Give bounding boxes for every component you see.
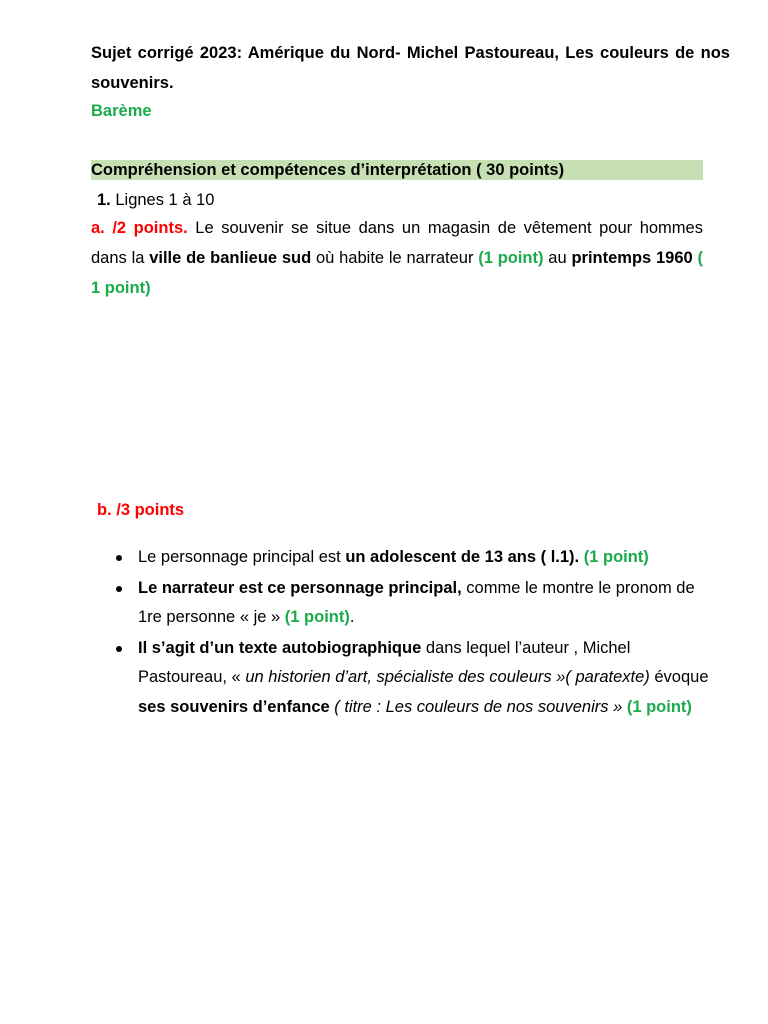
question-b-heading: b. /3 points [97,501,185,519]
bullet-point: (1 point) [284,608,350,626]
question-a-text: où habite le narrateur [311,249,479,267]
question-1-label: Lignes 1 à 10 [110,191,215,209]
bullet-text: évoque [649,668,709,686]
bullet-icon [116,646,122,652]
bullet-text: comme le montre le pronom de 1re personne « je » [138,578,695,626]
question-a-label: a. /2 points. [91,219,188,237]
bullet-text: dans lequel l’auteur , Michel Pastoureau, « [138,638,631,686]
question-1-number: 1. [97,191,111,209]
bullet-point: (1 point) [583,548,649,566]
bullet-keyword: Il s’agit d’un texte autobiographique [138,638,422,657]
bullet-keyword: Le narrateur est ce personnage principal, [138,578,462,597]
bullet-point: (1 point) [626,697,692,716]
document-title: Sujet corrigé 2023: Amérique du Nord- Michel Pastoureau, Les couleurs de nos souvenirs. [91,44,730,92]
bullet-text: . [349,608,355,626]
bullet-keyword: ses souvenirs d’enfance [138,697,330,716]
question-a-text: Le souvenir se situe dans un magasin de vêtement pour hommes dans la [91,219,703,267]
bullet-quote: un historien d’art, spécialiste des couleurs »( paratexte) [245,668,650,686]
bullet-icon [116,586,122,592]
question-b-list [112,543,712,723]
bullet-text: Le personnage principal est [138,548,346,566]
question-a-keyword: ville de banlieue sud [149,249,312,267]
bullet-quote: ( titre : Les couleurs de nos souvenirs » [334,697,623,716]
question-a-keyword: printemps 1960 [571,249,693,267]
question-a-point: (1 point) [478,249,544,267]
list-item [112,634,712,723]
question-a-text: au [543,249,572,267]
list-item [112,543,712,573]
question-a-point: ( 1 point) [91,249,704,297]
bullet-keyword: un adolescent de 13 ans ( l.1). [345,548,580,566]
question-a-paragraph [91,213,703,303]
list-item [112,574,712,633]
bullet-icon [116,555,122,561]
question-1-heading [97,186,214,214]
bareme-heading: Barème [91,102,152,120]
section-heading: Compréhension et compétences d’interprétation ( 30 points) [91,160,703,180]
